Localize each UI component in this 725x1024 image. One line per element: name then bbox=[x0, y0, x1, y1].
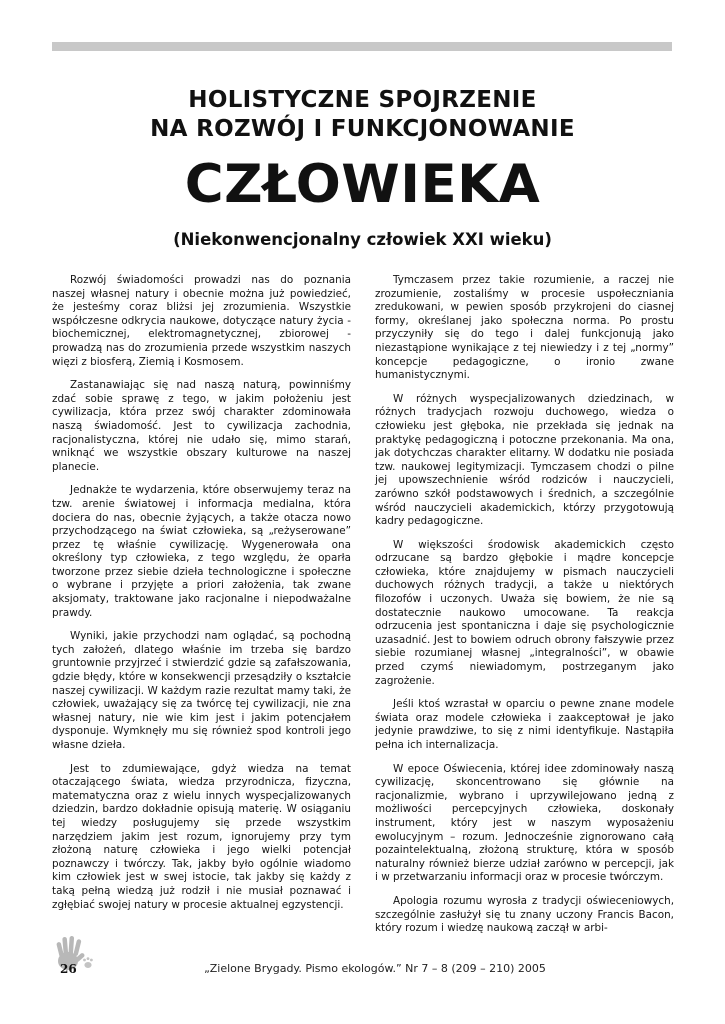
subtitle: (Niekonwencjonalny człowiek XXI wieku) bbox=[173, 230, 552, 249]
page-footer bbox=[0, 934, 725, 984]
left-column bbox=[52, 274, 351, 924]
paragraph: Jest to zdumiewające, gdyż wiedza na temat otaczającego świata, wiedza przyrodnicza, fizyczna, matematyczna oraz z wielu innych wyspecjalizowanych dziedzin, bardzo dokładnie opisują materię. W osiąganiu tej wiedzy posługujemy się przede wszystkim narzędziem jakim jest rozum, ignorujemy przy tym złożoną naturę człowieka i jego wielki potencjał poznawczy i twórczy. Tak, jakby było ogólnie wiadomo kim człowiek jest w swej istocie, tak jakby się każdy z taką pełną wiedzą już rodził i nie musiał poznawać i zgłębiać swojej natury w procesie aktualnej egzystencji. bbox=[52, 762, 351, 911]
paragraph: W różnych wyspecjalizowanych dziedzinach, w różnych tradycjach rozwoju duchowego, wiedza o człowieku jest głęboka, nie przekłada się jednak na praktykę pedagogiczną i potoczne przekonania. Ma ona, jak dotychczas charakter elitarny. W dodatku nie posiada tzw. naukowej legitymizacji. Tymczasem chodzi o pilne jej upowszechnienie wśród rodziców i nauczycieli, zarówno szkół podstawowych i średnich, a szczególnie wśród nauczycieli akademickich, którzy przygotowują kadry pedagogiczne. bbox=[375, 392, 674, 528]
title-line-1: HOLISTYCZNE SPOJRZENIE bbox=[188, 87, 537, 113]
paragraph: Rozwój świadomości prowadzi nas do poznania naszej własnej natury i obecnie można już powiedzieć, że jesteśmy coraz bliżsi jej zrozumienia. Wszystkie współczesne odkrycia naukowe, dotyczące natury życia - biochemicznej, elektromagnetycznej, zbiorowej - prowadzą nas do zrozumienia przede wszystkim naszych więzi z biosferą, Ziemią i Kosmosem. bbox=[52, 274, 351, 368]
paragraph: Zastanawiając się nad naszą naturą, powinniśmy zdać sobie sprawę z tego, w jakim położeniu jest cywilizacja, która przez swój charakter zdominowała naszą świadomość. Jest to cywilizacja zachodnia, racjonalistyczna, której nie udało się, mimo starań, wniknąć we wszystkie obszary kulturowe na naszej planecie. bbox=[52, 379, 351, 473]
top-rule bbox=[52, 42, 672, 51]
paragraph: Jeśli ktoś wzrastał w oparciu o pewne znane modele świata oraz modele człowieka i zaakceptował je jako jedynie prawdziwe, to się z nimi identyfikuje. Nastąpiła pełna ich internalizacja. bbox=[375, 698, 674, 751]
paragraph: W epoce Oświecenia, której idee zdominowały naszą cywilizację, skoncentrowano się głównie na racjonalizmie, wybrano i uprzywilejowano jedną z możliwości percepcyjnych człowieka, doskonały instrument, który jest w naszym wyposażeniu ewolucyjnym – rozum. Jednocześnie zignorowano całą pozaintelektualną, złożoną strukturę, która w sposób naturalny również bierze udział zarówno w percepcji, jak i w przetwarzaniu informacji oraz w procesie twórczym. bbox=[375, 762, 674, 884]
paragraph: Tymczasem przez takie rozumienie, a raczej nie zrozumienie, zostaliśmy w procesie uspołeczniania zredukowani, w pewien sposób przykrojeni do ciasnej formy, określanej jako społeczna norma. Po prostu przyczyniły się do tego i dalej funkcjonują jako niezastąpione wynikające z tej niewiedzy i z tej „normy” koncepcje pedagogiczne, o ironio zwane humanistycznymi. bbox=[375, 274, 674, 382]
page-number: 26 bbox=[60, 962, 77, 976]
article-body bbox=[52, 274, 674, 935]
title-line-2: NA ROZWÓJ I FUNKCJONOWANIE bbox=[150, 116, 575, 142]
paragraph: Wyniki, jakie przychodzi nam oglądać, są pochodną tych założeń, dlatego właśnie im trzeba się bardzo gruntownie przyjrzeć i stwierdzić gdzie są zafałszowania, gdzie błędy, które w konsekwencji przesądziły o kształcie naszej cywilizacji. W każdym razie rezultat mamy taki, że człowiek, uważający się za twórcę tej cywilizacji, nie zna własnej natury, nie wie kim jest i jakim potencjałem dysponuje. Wymknęły mu się również spod kontroli jego własne dzieła. bbox=[52, 630, 351, 751]
paragraph: W większości środowisk akademickich często odrzucane są bardzo głębokie i mądre koncepcje człowieka, które znajdujemy w pismach nauczycieli duchowych różnych tradycji, a także u niektórych filozofów i uczonych. Uważa się bowiem, że nie są dostatecznie naukowo umocowane. Ta reakcja odrzucenia jest spontaniczna i daje się psychologicznie uzasadnić. Jest to bowiem odruch obrony fałszywie przez siebie rozumianej własnej „integralności”, w obawie przed czymś niewiadomym, postrzeganym jako zagrożenie. bbox=[375, 538, 674, 687]
title-main: CZŁOWIEKA bbox=[184, 154, 541, 215]
right-column bbox=[375, 274, 674, 935]
paragraph: Jednakże te wydarzenia, które obserwujemy teraz na tzw. arenie światowej i informacja medialna, która dociera do nas, obecnie żyjących, a także otacza nowo przychodzącego na świat człowieka, są „reżyserowane” przez tę właśnie cywilizację. Wygenerowała ona określony typ człowieka, z tego względu, że oparła tworzone przez siebie dzieła technologiczne i społeczne o wybrane i przyjęte a priori założenia, tak zwane aksjomaty, traktowane jako racjonalne i niepodważalne prawdy. bbox=[52, 484, 351, 619]
paragraph: Apologia rozumu wyrosła z tradycji oświeceniowych, szczególnie zasłużył się tu znany uczony Francis Bacon, który rozum i wiedzę naukową zaczął w arbi- bbox=[375, 894, 674, 935]
article-header bbox=[40, 86, 685, 251]
journal-citation: „Zielone Brygady. Pismo ekologów.” Nr 7 – 8 (209 – 210) 2005 bbox=[204, 962, 546, 975]
